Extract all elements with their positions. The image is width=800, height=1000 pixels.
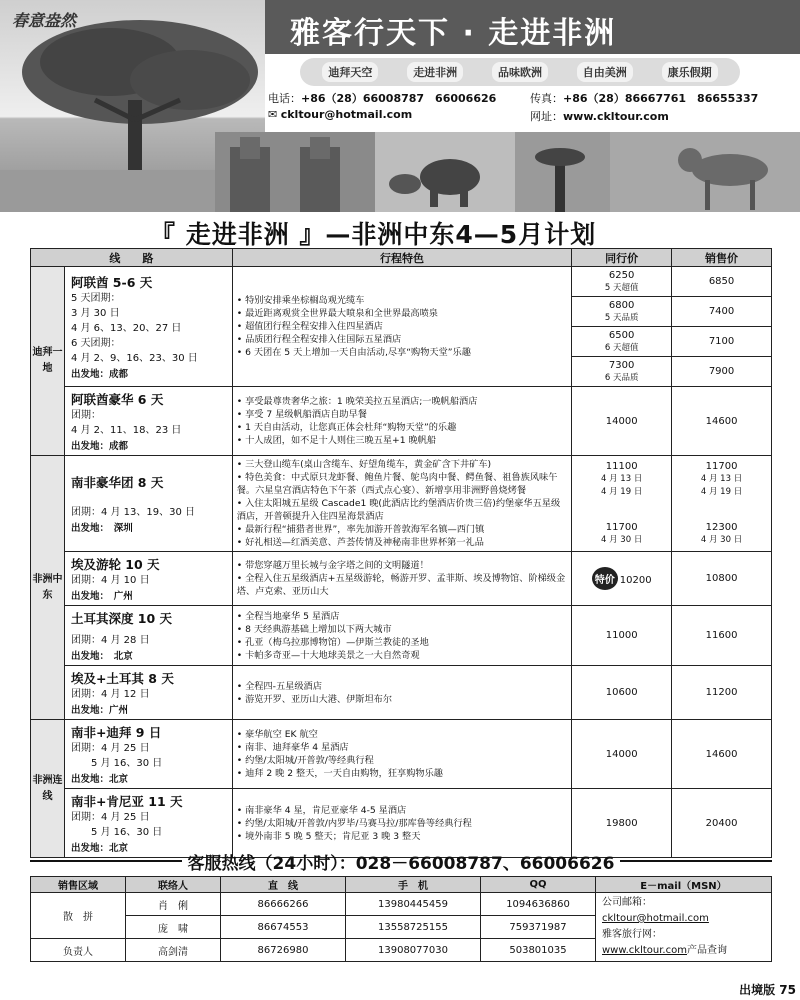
route-cell: 南非+肯尼亚 11 天 团期：4 月 25 日 5 月 16、30 日 出发地：北京: [64, 789, 232, 858]
route-origin: 出发地： 北京: [70, 651, 133, 662]
itinerary-table: [30, 248, 772, 858]
fax-number: +86（28）86667761 86655337: [563, 92, 759, 105]
menu-item-america[interactable]: 自由美洲: [577, 62, 633, 82]
table-row: [31, 606, 772, 666]
header-website[interactable]: www.ckltour.com: [563, 110, 669, 123]
hotline-banner: [30, 850, 772, 872]
route-origin: 出发地：成都: [70, 441, 128, 452]
sale-price: 20400: [672, 789, 772, 858]
company-email-link[interactable]: ckltour@hotmail.com: [602, 913, 709, 924]
baobab-photo: [515, 132, 610, 212]
contact-qq: 759371987: [481, 916, 596, 939]
table-row: [31, 456, 772, 552]
table-row: [31, 267, 772, 297]
header-sale-price: 销售价: [672, 249, 772, 267]
sale-price: 14600: [672, 720, 772, 789]
table-row: [31, 893, 772, 916]
divider: [620, 860, 772, 862]
peer-price: 10600: [572, 666, 672, 720]
peer-price: 6800 5 天品质: [572, 297, 672, 327]
menu-item-europe[interactable]: 品味欧洲: [492, 62, 548, 82]
company-site-link[interactable]: www.ckltour.com: [602, 945, 687, 956]
phone-number: +86（28）66008787 66006626: [301, 92, 497, 105]
hotline-text: 客服热线（24小时）：028－66008787、66006626: [187, 853, 615, 874]
sales-region: 负责人: [31, 939, 126, 962]
route-cell: 阿联酋豪华 6 天 团期： 4 月 2、11、18、23 日 出发地：成都: [64, 387, 232, 456]
elephants-photo: [375, 132, 515, 212]
features-cell: • 带您穿越万里长城与金字塔之间的文明隧道！ • 全程入住五星级酒店+五星级游轮，畅游开罗、孟菲斯、埃及博物馆、阶梯级金塔、卢克索、亚历山大: [232, 552, 572, 606]
route-origin: 出发地：北京: [70, 774, 128, 785]
features-cell: • 豪华航空 EK 航空 • 南非、迪拜豪华 4 星酒店 • 约堡/太阳城/开普敦/等经典行程 • 迪拜 2 晚 2 整天，一天自由购物，狂享购物乐趣: [232, 720, 572, 789]
photo-strip: [215, 132, 800, 212]
header-features: 行程特色: [232, 249, 572, 267]
route-name: 土耳其深度 10 天: [70, 611, 173, 626]
header-banner: [0, 0, 800, 212]
page-footer: 出境版 75: [739, 983, 796, 997]
contact-mobile: 13558725155: [346, 916, 481, 939]
header-peer-price: 同行价: [572, 249, 672, 267]
route-cell: 埃及+土耳其 8 天 团期：4 月 12 日 出发地：广州: [64, 666, 232, 720]
region-africa-combo: 非洲连线: [31, 720, 65, 858]
region-africa-me: 非洲中东: [31, 456, 65, 720]
email-line: [268, 108, 412, 121]
menu-item-africa[interactable]: 走进非洲: [407, 62, 463, 82]
web-line: 网址：www.ckltour.com: [530, 110, 669, 123]
plan-title: 『 走进非洲 』—非洲中东4—5月计划: [150, 220, 597, 249]
route-origin: 出发地： 广州: [70, 591, 133, 602]
table-header-row: [31, 249, 772, 267]
route-name: 阿联酋豪华 6 天: [70, 392, 164, 407]
sale-price: 11700 4 月 13 日 4 月 19 日 12300 4 月 30 日: [672, 456, 772, 552]
menu-item-leisure[interactable]: 康乐假期: [662, 62, 718, 82]
contacts-header-row: 销售区域 联络人 直 线 手 机 QQ E－mail（MSN）: [31, 877, 772, 893]
table-row: [31, 387, 772, 456]
page-title: 雅客行天下 · 走进非洲: [290, 16, 617, 51]
peer-price: 特价 10200: [572, 552, 672, 606]
features-cell: • 享受最尊贵奢华之旅：1 晚荣美拉五星酒店;一晚帆船酒店 • 享受 7 星级帆船酒店自助早餐 • 1 天自由活动，让您真正体会杜拜“购物天堂”的乐趣 • 十人成团，如不足十人则住三晚五星+1 晚帆船: [232, 387, 572, 456]
peer-price: 19800: [572, 789, 672, 858]
table-row: [31, 720, 772, 789]
route-name: 埃及游轮 10 天: [70, 557, 160, 572]
sale-price: 6850: [672, 267, 772, 297]
features-cell: • 全程当地豪华 5 星酒店 • 8 天经典游基础上增加以下两大城市 • 孔亚（梅乌拉那博物馆）—伊斯兰教徒的圣地 • 卡帕多奇亚—十大地球美景之一大自然奇观: [232, 606, 572, 666]
route-cell: 阿联酋 5-6 天 5 天团期： 3 月 30 日 4 月 6、13、20、27 日 6 天团期： 4 月 2、9、16、23、30 日 出发地：成都: [64, 267, 232, 387]
menu-item-dubai[interactable]: 迪拜天空: [322, 62, 378, 82]
table-row: [31, 552, 772, 606]
table-row: [31, 789, 772, 858]
region-dubai: 迪拜一地: [31, 267, 65, 456]
route-cell: 土耳其深度 10 天 团期：4 月 28 日 出发地： 北京: [64, 606, 232, 666]
divider: [30, 860, 182, 862]
peer-price: 11100 4 月 13 日 4 月 19 日 11700 4 月 30 日: [572, 456, 672, 552]
sale-price: 11600: [672, 606, 772, 666]
contact-line: 86666266: [221, 893, 346, 916]
email-cell: 公司邮箱： ckltour@hotmail.com 雅客旅行网： www.ckltour.com产品查询: [596, 893, 772, 962]
contact-mobile: 13908077030: [346, 939, 481, 962]
features-cell: • 特别安排乘坐棕榈岛观光缆车 • 最近距离观赏全世界最大喷泉和全世界最高喷泉 • 超值团行程全程安排入住四星酒店 • 品质团行程全程安排入住国际五星酒店 • 6 天团在 5 天上增加一天自由活动,尽享“购物天堂”乐趣: [232, 267, 572, 387]
contact-qq: 1094636860: [481, 893, 596, 916]
contact-qq: 503801035: [481, 939, 596, 962]
route-origin: 出发地：北京: [70, 843, 128, 854]
route-cell: 南非豪华团 8 天 团期：4 月 13、19、30 日 出发地： 深圳: [64, 456, 232, 552]
pharaoh-statues-photo: [215, 132, 375, 212]
header-email[interactable]: ckltour@hotmail.com: [280, 108, 413, 121]
route-origin: 出发地：广州: [70, 705, 128, 716]
contact-line: 86674553: [221, 916, 346, 939]
route-name: 南非豪华团 8 天: [70, 475, 164, 490]
contacts-table: [30, 876, 772, 962]
contact-mobile: 13980445459: [346, 893, 481, 916]
cheetah-photo: [610, 132, 800, 212]
features-cell: • 三大登山缆车(桌山含缆车、好望角缆车，黄金矿含下井矿车) • 特色美食：中式原只龙虾餐、鲍鱼片餐、鸵鸟肉中餐、鳄鱼餐、祖鲁族风味午餐。六星皇宫酒店特色下午茶（西式点心宴）、新增享用非洲野兽烧烤餐 • 入住太阳城五星级 Cascade1 晚(此酒店比约堡酒店价贵三倍)约堡豪华五星级酒店，开普顿提升入住四星海景酒店 • 最新行程“捕猎者世界”，率先加游开普敦海军名镇—西门镇 • 好礼相送—红酒美意、芦荟传情及神秘南非世界杯第一礼品: [232, 456, 572, 552]
peer-price: 6500 6 天超值: [572, 327, 672, 357]
route-name: 阿联酋 5-6 天: [70, 275, 153, 290]
contact-name: 肖 俐: [126, 893, 221, 916]
contact-name: 高剑清: [126, 939, 221, 962]
contact-line: 86726980: [221, 939, 346, 962]
features-cell: • 南非豪华 4 星，肯尼亚豪华 4-5 星酒店 • 约堡/太阳城/开普敦/内罗毕/马赛马拉/那库鲁等经典行程 • 境外南非 5 晚 5 整天；肯尼亚 3 晚 3 整天: [232, 789, 572, 858]
table-row: [31, 666, 772, 720]
peer-price: 7300 6 天品质: [572, 357, 672, 387]
sale-price: 7100: [672, 327, 772, 357]
mail-icon: ✉: [268, 108, 281, 121]
sale-price: 14600: [672, 387, 772, 456]
sale-price: 7900: [672, 357, 772, 387]
route-origin: 出发地： 深圳: [70, 523, 133, 534]
peer-price: 11000: [572, 606, 672, 666]
features-cell: • 全程四-五星级酒店 • 游览开罗、亚历山大港、伊斯坦布尔: [232, 666, 572, 720]
category-menu: [300, 58, 740, 86]
special-price-badge: 特价: [592, 567, 618, 590]
brand-script: 春意盎然: [12, 11, 77, 30]
peer-price: 14000: [572, 720, 672, 789]
sales-region: 散 拼: [31, 893, 126, 939]
route-name: 南非+迪拜 9 日: [70, 725, 162, 740]
fax-line: 传真：+86（28）86667761 86655337: [530, 92, 759, 105]
header-route: 线 路: [31, 249, 233, 267]
peer-price: 6250 5 天超值: [572, 267, 672, 297]
route-cell: 埃及游轮 10 天 团期：4 月 10 日 出发地： 广州: [64, 552, 232, 606]
sale-price: 11200: [672, 666, 772, 720]
sale-price: 10800: [672, 552, 772, 606]
route-name: 南非+肯尼亚 11 天: [70, 794, 183, 809]
phone-line: 电话：+86（28）66008787 66006626: [268, 92, 497, 105]
contact-name: 庞 啸: [126, 916, 221, 939]
peer-price: 14000: [572, 387, 672, 456]
route-name: 埃及+土耳其 8 天: [70, 671, 174, 686]
sale-price: 7400: [672, 297, 772, 327]
route-cell: 南非+迪拜 9 日 团期：4 月 25 日 5 月 16、30 日 出发地：北京: [64, 720, 232, 789]
route-origin: 出发地：成都: [70, 369, 128, 380]
